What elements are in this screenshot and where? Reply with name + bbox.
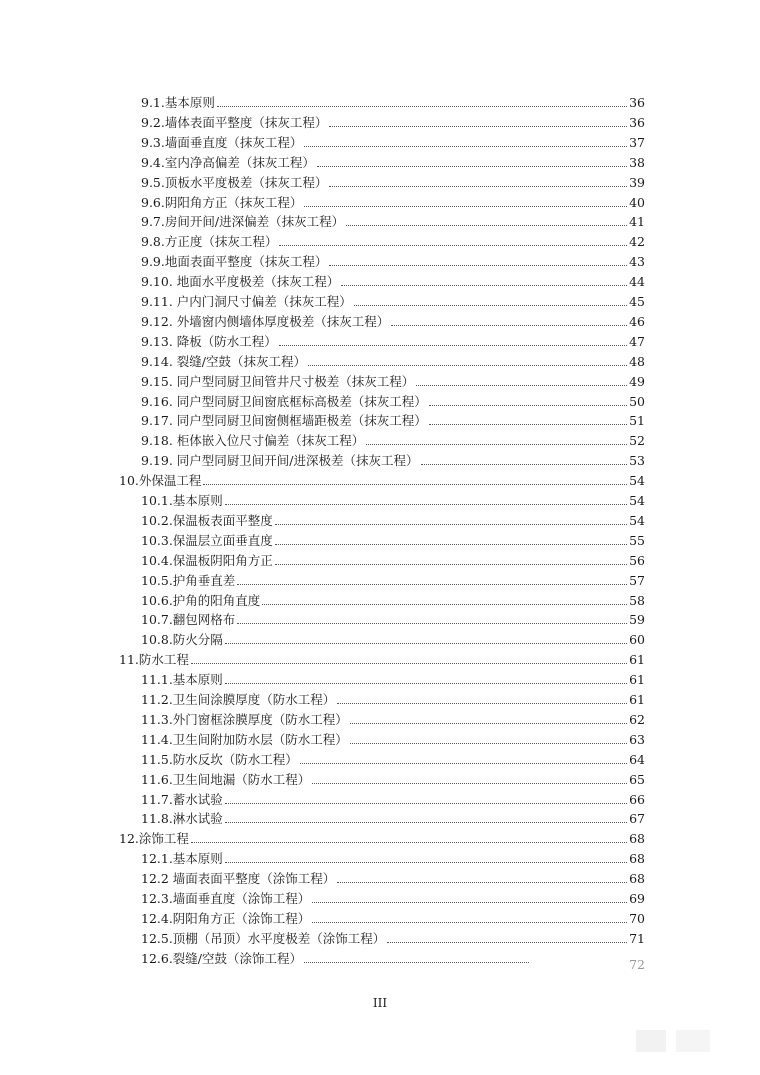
toc-section-entry[interactable] [141, 750, 645, 770]
toc-section-entry[interactable] [141, 670, 645, 690]
toc-page-number: 53 [629, 453, 645, 468]
toc-page-number: 54 [629, 473, 645, 488]
toc-section-entry[interactable] [141, 610, 645, 630]
toc-section-entry[interactable] [141, 551, 645, 571]
dot-leader [191, 663, 627, 664]
toc-page-number: 54 [629, 513, 645, 528]
toc-entry-title: 9.16. 同户型同厨卫间窗底框标高极差（抹灰工程） [141, 394, 427, 409]
toc-entry-title: 11.3.外门窗框涂膜厚度（防水工程） [141, 712, 348, 727]
toc-entry-title: 10.4.保温板阴阳角方正 [141, 553, 273, 568]
toc-entry-title: 11.8.淋水试验 [141, 811, 223, 826]
dot-leader [429, 405, 627, 406]
toc-section-entry[interactable] [141, 690, 645, 710]
toc-entry-title: 10.1.基本原则 [141, 493, 223, 508]
toc-entry-title: 9.1.基本原则 [141, 95, 215, 110]
toc-page-number: 43 [629, 254, 645, 269]
toc-page-number: 50 [629, 394, 645, 409]
toc-section-entry[interactable] [141, 173, 645, 193]
dot-leader [225, 504, 627, 505]
toc-entry-title: 9.19. 同户型同厨卫间开间/进深极差（抹灰工程） [141, 453, 419, 468]
toc-page-number: 59 [629, 612, 645, 627]
toc-page-number: 70 [629, 911, 645, 926]
toc-section-entry[interactable] [141, 531, 645, 551]
toc-section-entry[interactable] [141, 491, 645, 511]
dot-leader [225, 683, 627, 684]
toc-section-entry[interactable] [141, 630, 645, 650]
toc-page-number: 36 [629, 115, 645, 130]
dot-leader [366, 444, 627, 445]
toc-page-number: 69 [629, 891, 645, 906]
toc-section-entry[interactable] [141, 949, 645, 969]
toc-entry-title: 10.2.保温板表面平整度 [141, 513, 273, 528]
dot-leader [354, 305, 627, 306]
toc-page-number: 45 [629, 294, 645, 309]
toc-page-number: 68 [629, 871, 645, 886]
toc-section-entry[interactable] [141, 809, 645, 829]
dot-leader [329, 126, 627, 127]
toc-page-number: 48 [629, 354, 645, 369]
toc-page-number: 55 [629, 533, 645, 548]
dot-leader [304, 962, 529, 963]
dot-leader [237, 584, 627, 585]
toc-entry-title: 10.外保温工程 [119, 473, 202, 488]
dot-leader [304, 206, 627, 207]
toc-section-entry[interactable] [141, 392, 645, 412]
toc-page-number: 61 [629, 672, 645, 687]
toc-page-number: 40 [629, 195, 645, 210]
toc-entry-title: 12.5.顶棚（吊顶）水平度极差（涂饰工程） [141, 931, 386, 946]
toc-page-number: 47 [629, 334, 645, 349]
toc-entry-title: 11.防水工程 [119, 652, 189, 667]
toc-entry-title: 9.9.地面表面平整度（抹灰工程） [141, 254, 328, 269]
dot-leader [391, 325, 627, 326]
toc-page-number: 58 [629, 593, 645, 608]
toc-entry-title: 9.10. 地面水平度极差（抹灰工程） [141, 274, 340, 289]
toc-page-number: 56 [629, 553, 645, 568]
toc-page-number: 57 [629, 573, 645, 588]
toc-section-entry[interactable] [141, 352, 645, 372]
toc-page-number: 62 [629, 712, 645, 727]
toc-page-number: 46 [629, 314, 645, 329]
toc-section-entry[interactable] [141, 133, 645, 153]
toc-section-entry[interactable] [141, 770, 645, 790]
dot-leader [346, 225, 627, 226]
dot-leader [337, 882, 627, 883]
dot-leader [317, 166, 627, 167]
toc-section-entry[interactable] [141, 889, 645, 909]
toc-page-number: 65 [629, 772, 645, 787]
toc-section-entry[interactable] [141, 252, 645, 272]
dot-leader [300, 763, 627, 764]
toc-entry-title: 9.2.墙体表面平整度（抹灰工程） [141, 115, 328, 130]
toc-page-number: 42 [629, 234, 645, 249]
toc-section-entry[interactable] [141, 292, 645, 312]
toc-entry-title: 12.2 墙面表面平整度（涂饰工程） [141, 871, 336, 886]
toc-section-entry[interactable] [141, 929, 645, 949]
toc-entry-title: 12.4.阴阳角方正（涂饰工程） [141, 911, 311, 926]
toc-section-entry[interactable] [141, 730, 645, 750]
toc-entry-title: 12.6.裂缝/空鼓（涂饰工程） [141, 951, 303, 966]
toc-page-number: 51 [629, 413, 645, 428]
toc-entry-title: 9.13. 降板（防水工程） [141, 334, 277, 349]
toc-entry-title: 9.8.方正度（抹灰工程） [141, 234, 278, 249]
toc-page-number: 60 [629, 632, 645, 647]
toc-section-entry[interactable] [141, 909, 645, 929]
dot-leader [429, 424, 627, 425]
toc-page-number: 41 [629, 214, 645, 229]
toc-section-entry[interactable] [141, 232, 645, 252]
toc-entry-title: 11.1.基本原则 [141, 672, 223, 687]
toc-page-number: 72 [629, 957, 645, 969]
toc-entry-title: 11.6.卫生间地漏（防水工程） [141, 772, 311, 787]
toc-chapter-entry[interactable] [119, 829, 645, 849]
toc-entry-title: 9.17. 同户型同厨卫间窗侧框墙距极差（抹灰工程） [141, 413, 427, 428]
toc-section-entry[interactable] [141, 193, 645, 213]
toc-page-number: 54 [629, 493, 645, 508]
dot-leader [416, 385, 627, 386]
dot-leader [329, 186, 627, 187]
dot-leader [279, 345, 627, 346]
dot-leader [217, 106, 627, 107]
toc-section-entry[interactable] [141, 113, 645, 133]
dot-leader [203, 484, 627, 485]
dot-leader [312, 783, 627, 784]
dot-leader [421, 464, 628, 465]
toc-section-entry[interactable] [141, 790, 645, 810]
toc-page-number: 36 [629, 95, 645, 110]
toc-section-entry[interactable] [141, 372, 645, 392]
toc-entry-title: 11.5.防水反坎（防水工程） [141, 752, 298, 767]
toc-section-entry[interactable] [141, 511, 645, 531]
toc-page-number: 71 [629, 931, 645, 946]
toc-page-number: 39 [629, 175, 645, 190]
toc-chapter-entry[interactable] [119, 650, 645, 670]
toc-section-entry[interactable] [141, 869, 645, 889]
toc-page-number: 61 [629, 692, 645, 707]
toc-entry-title: 10.7.翻包网格布 [141, 612, 236, 627]
dot-leader [275, 564, 627, 565]
faint-watermark [636, 1030, 740, 1056]
toc-section-entry[interactable] [141, 272, 645, 292]
toc-section-entry[interactable] [141, 431, 645, 451]
toc-entry-title: 12.涂饰工程 [119, 831, 189, 846]
toc-section-entry[interactable] [141, 93, 645, 113]
dot-leader [191, 842, 627, 843]
dot-leader [350, 743, 627, 744]
toc-section-entry[interactable] [141, 710, 645, 730]
toc-entry-title: 9.11. 户内门洞尺寸偏差（抹灰工程） [141, 294, 352, 309]
dot-leader [279, 245, 627, 246]
toc-section-entry[interactable] [141, 411, 645, 431]
toc-page-number: 67 [629, 811, 645, 826]
toc-chapter-entry[interactable] [119, 471, 645, 491]
toc-section-entry[interactable] [141, 591, 645, 611]
toc-entry-title: 11.4.卫生间附加防水层（防水工程） [141, 732, 348, 747]
toc-entry-title: 12.1.基本原则 [141, 851, 223, 866]
dot-leader [237, 623, 627, 624]
toc-entry-title: 9.15. 同户型同厨卫间管井尺寸极差（抹灰工程） [141, 374, 415, 389]
dot-leader [275, 524, 627, 525]
dot-leader [275, 544, 627, 545]
dot-leader [329, 265, 627, 266]
toc-page-number: 49 [629, 374, 645, 389]
dot-leader [350, 723, 627, 724]
page-number-footer: III [372, 996, 388, 1010]
toc-page-number: 61 [629, 652, 645, 667]
dot-leader [225, 803, 627, 804]
toc-entry-title: 9.4.室内净高偏差（抹灰工程） [141, 155, 315, 170]
toc-section-entry[interactable] [141, 571, 645, 591]
toc-entry-title: 12.3.墙面垂直度（涂饰工程） [141, 891, 311, 906]
dot-leader [312, 902, 627, 903]
toc-entry-title: 10.8.防火分隔 [141, 632, 223, 647]
dot-leader [308, 365, 627, 366]
dot-leader [225, 643, 627, 644]
toc-page-number: 68 [629, 831, 645, 846]
toc-page-number: 38 [629, 155, 645, 170]
dot-leader [262, 604, 627, 605]
toc-section-entry[interactable] [141, 332, 645, 352]
toc-entry-title: 9.14. 裂缝/空鼓（抹灰工程） [141, 354, 306, 369]
toc-entry-title: 10.6.护角的阳角直度 [141, 593, 261, 608]
toc-entry-title: 10.5.护角垂直差 [141, 573, 236, 588]
toc-page-number: 64 [629, 752, 645, 767]
toc-page-number: 44 [629, 274, 645, 289]
toc-page-number: 66 [629, 792, 645, 807]
toc-entry-title: 9.7.房间开间/进深偏差（抹灰工程） [141, 214, 345, 229]
dot-leader [225, 862, 627, 863]
toc-entry-title: 9.12. 外墙窗内侧墙体厚度极差（抹灰工程） [141, 314, 390, 329]
toc-section-entry[interactable] [141, 212, 645, 232]
toc-page-number: 37 [629, 135, 645, 150]
toc-entry-title: 9.18. 柜体嵌入位尺寸偏差（抹灰工程） [141, 433, 365, 448]
dot-leader [304, 146, 627, 147]
toc-entry-title: 11.7.蓄水试验 [141, 792, 223, 807]
toc-page-number: 68 [629, 851, 645, 866]
toc-entry-title: 11.2.卫生间涂膜厚度（防水工程） [141, 692, 336, 707]
toc-entry-title: 9.3.墙面垂直度（抹灰工程） [141, 135, 303, 150]
toc-entry-title: 10.3.保温层立面垂直度 [141, 533, 273, 548]
toc-entry-title: 9.6.阴阳角方正（抹灰工程） [141, 195, 303, 210]
dot-leader [337, 703, 627, 704]
toc-section-entry[interactable] [141, 312, 645, 332]
toc-section-entry[interactable] [141, 153, 645, 173]
dot-leader [225, 822, 627, 823]
toc-page-number: 52 [629, 433, 645, 448]
toc-page-number: 63 [629, 732, 645, 747]
dot-leader [341, 285, 627, 286]
toc-section-entry[interactable] [141, 451, 645, 471]
dot-leader [387, 942, 627, 943]
toc-section-entry[interactable] [141, 849, 645, 869]
toc-entry-title: 9.5.顶板水平度极差（抹灰工程） [141, 175, 328, 190]
dot-leader [312, 922, 627, 923]
